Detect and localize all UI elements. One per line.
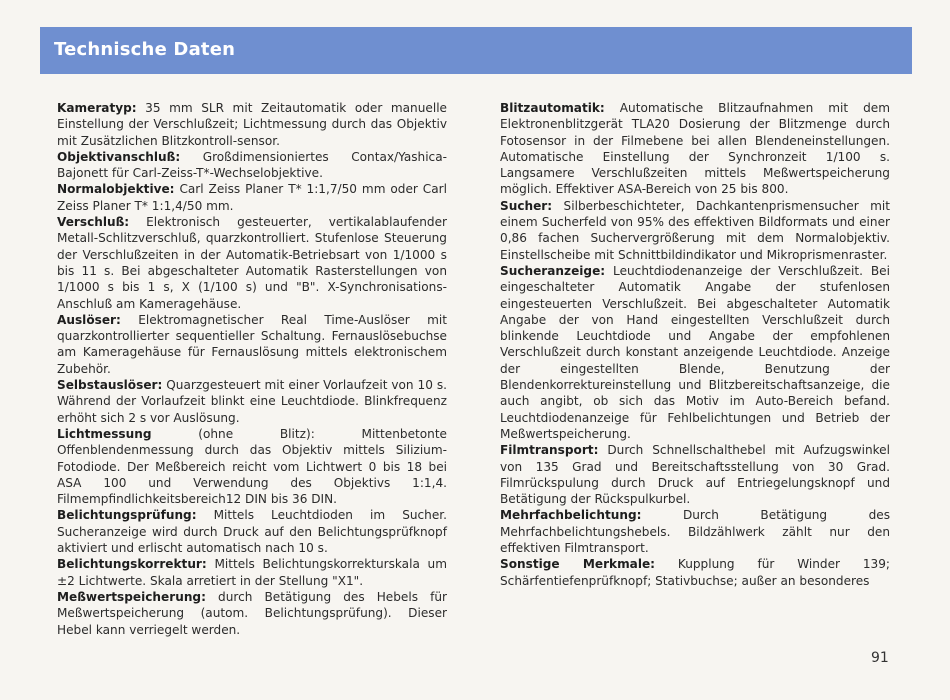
spec-entry-blitzautomatik — [500, 100, 890, 198]
spec-entry-belichtungspruefung — [57, 507, 447, 556]
spec-entry-objektivanschluss — [57, 149, 447, 182]
spec-term: Verschluß: — [57, 215, 130, 230]
spec-text: (ohne Blitz): Mittenbetonte Offenblendenmessung durch das Objektiv mittels Silizium-Fotodiode. Der Meßbereich reicht vom Lichtwert 0 bis 18 bei ASA 100 und Verwendung des Objektivs 1:1,4. Filmempfindlichkeitsbereich12 DIN bis 36 DIN. — [57, 426, 447, 507]
left-column — [57, 100, 447, 638]
spec-entry-sonstige-merkmale — [500, 556, 890, 589]
spec-text: Kupplung für Winder 139; Schärfentiefenprüfknopf; Stativbuchse; außer an besonderes — [500, 557, 891, 588]
spec-term: Kameratyp: — [57, 101, 137, 115]
spec-entry-messwertspeicherung — [57, 589, 447, 638]
section-header-band — [40, 27, 912, 74]
spec-text: Durch Schnellschalthebel mit Aufzugswinkel von 135 Grad und Bereitschaftsstellung von 30 Grad. Filmrückspulung durch Druck auf Entriegelungsknopf und Betätigung der Rückspulkurbel. — [500, 443, 890, 507]
spec-text: 35 mm SLR mit Zeitautomatik oder manuelle Einstellung der Verschlußzeit; Lichtmessung durch das Objektiv mit Zusätzlichen Blitzkontroll-sensor. — [57, 101, 447, 148]
spec-text: Elektromagnetischer Real Time-Auslöser mit quarzkontrollierter sequentieller Schaltung. Fernauslösebuchse am Kameragehäuse für Fernauslösung mittels elektronischem Zubehör. — [57, 312, 447, 376]
spec-entry-lichtmessung — [57, 426, 447, 507]
spec-text: Leuchtdiodenanzeige der Verschlußzeit. Bei eingeschalteter Automatik Angabe der stufenlosen eingesteuerten Verschlußzeit. Bei abgeschalteter Automatik Angabe der von Hand eingestellten Verschlußzeit durch blinkende Leuchtdiode und Angabe der empfohlenen Verschlußzeit durch konstant anzeigende Leuchtdiode. Anzeige der eingestellten Blende, Benutzung der Blendenkorrektureinstellung und Blitzbereitschaftsanzeige, die auch angibt, ob sich das Motiv im Auto-Bereich befand. Leuchtdiodenanzeige für Fehlbelichtungen und Betrieb der Meßwertspeicherung. — [500, 263, 890, 441]
spec-entry-belichtungskorrektur — [57, 556, 447, 589]
spec-text: Carl Zeiss Planer T* 1:1,7/50 mm oder Carl Zeiss Planer T* 1:1,4/50 mm. — [57, 182, 447, 213]
spec-entry-selbstausloeser — [57, 377, 447, 426]
spec-text: Automatische Blitzaufnahmen mit dem Elektronenblitzgerät TLA20 Dosierung der Blitzmenge durch Fotosensor in der Filmebene bei allen Blendeneinstellungen. Automatische Einstellung der Synchronzeit 1/100 s. Langsamere Verschlußzeiten mittels Meßwertspeicherung möglich. Effektiver ASA-Bereich von 25 bis 800. — [500, 101, 890, 197]
right-column — [500, 100, 890, 589]
spec-term: Mehrfachbelichtung: — [500, 508, 642, 523]
spec-term: Sonstige Merkmale: — [500, 557, 656, 572]
spec-text: Mittels Leuchtdioden im Sucher. Sucheranzeige wird durch Druck auf den Belichtungsprüfknopf aktiviert und erlischt automatisch nach 10 s. — [57, 508, 447, 556]
spec-entry-filmtransport — [500, 442, 890, 507]
spec-entry-mehrfachbelichtung — [500, 507, 890, 556]
spec-term: Objektivanschluß: — [57, 149, 181, 164]
spec-term: Auslöser: — [57, 312, 121, 327]
spec-entry-verschluss — [57, 214, 447, 312]
spec-term: Normalobjektive: — [57, 182, 175, 197]
spec-term: Filmtransport: — [500, 443, 599, 458]
spec-term: Selbstauslöser: — [57, 378, 163, 393]
spec-text: Durch Betätigung des Mehrfachbelichtungshebels. Bildzählwerk zählt nur den effektiven Filmtransport. — [500, 508, 890, 556]
spec-entry-normalobjektive — [57, 181, 447, 214]
spec-entry-ausloeser — [57, 312, 447, 377]
spec-entry-kameratyp — [57, 100, 447, 149]
spec-text: Großdimensioniertes Contax/Yashica-Bajonett für Carl-Zeiss-T*-Wechselobjektive. — [57, 149, 447, 181]
spec-term: Belichtungskorrektur: — [57, 557, 207, 572]
spec-entry-sucheranzeige — [500, 263, 890, 442]
spec-term: Blitzautomatik: — [500, 101, 605, 115]
spec-text: durch Betätigung des Hebels für Meßwertspeicherung (autom. Belichtungsprüfung). Dieser Hebel kann verriegelt werden. — [57, 589, 447, 637]
spec-entry-sucher — [500, 198, 890, 263]
spec-text: Mittels Belichtungskorrekturskala um ±2 Lichtwerte. Skala arretiert in der Stellung "X1". — [57, 557, 447, 588]
spec-text: Elektronisch gesteuerter, vertikalablaufender Metall-Schlitzverschluß, quarzkontrolliert. Stufenlose Steuerung der Verschlußzeiten in der Automatik-Betriebsart von 1/1000 s bis 11 s. Bei abgeschalteter Automatik Rasterstellungen von 1/1000 s bis 1 s, X (1/100 s) und "B". X-Synchronisations-Anschluß am Kameragehäuse. — [57, 215, 447, 311]
section-title: Technische Daten — [54, 39, 236, 60]
spec-term: Sucheranzeige: — [500, 263, 606, 278]
spec-term: Meßwertspeicherung: — [57, 589, 206, 604]
spec-text: Silberbeschichteter, Dachkantenprismensucher mit einem Sucherfeld von 95% des effektiven Bildformats und einer 0,86 fachen Suchervergrößerung mit dem Normalobjektiv. Einstellscheibe mit Schnittbildindikator und Mikroprismenraster. — [500, 198, 890, 262]
spec-term: Sucher: — [500, 198, 553, 213]
spec-term: Lichtmessung — [57, 426, 152, 441]
page-number: 91 — [871, 650, 889, 666]
spec-text: Quarzgesteuert mit einer Vorlaufzeit von 10 s. Während der Vorlaufzeit blinkt eine Leuchtdiode. Blinkfrequenz erhöht sich 2 s vor Auslösung. — [57, 378, 447, 425]
spec-term: Belichtungsprüfung: — [57, 508, 197, 523]
